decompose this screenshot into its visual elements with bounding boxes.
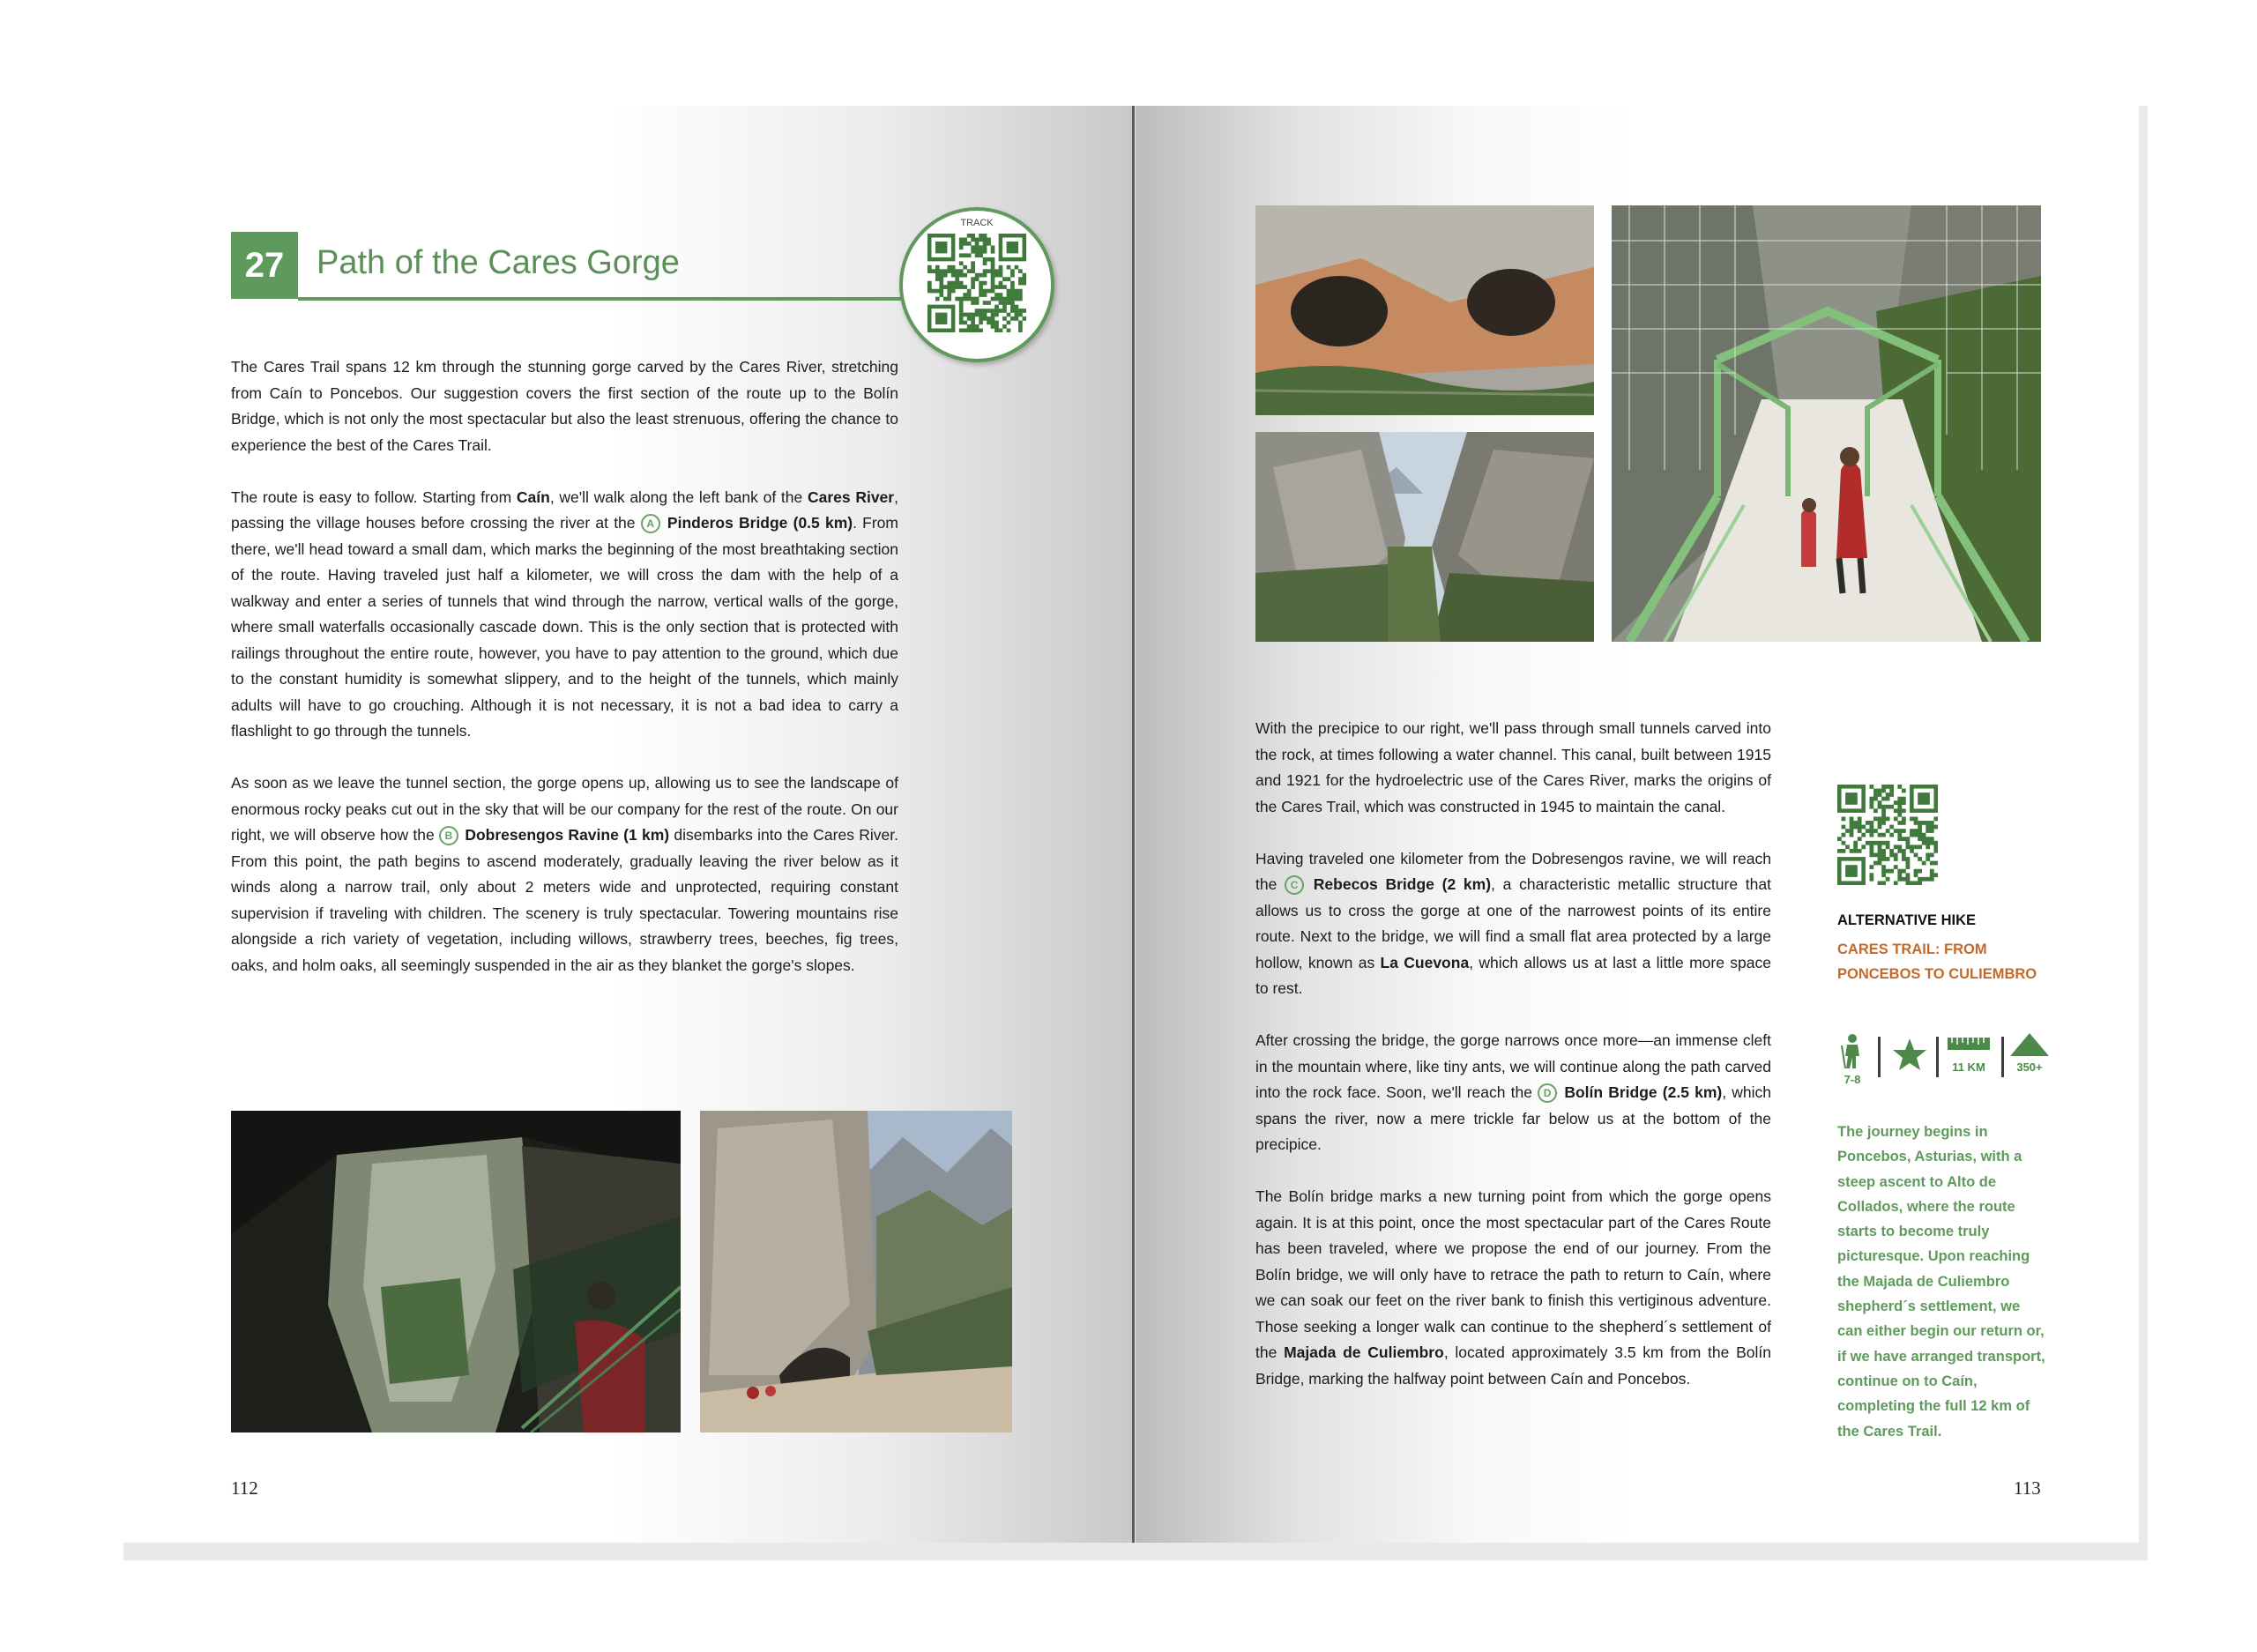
text-run: , we'll walk along the left bank of the (549, 487, 808, 506)
hike-stats (1837, 1033, 2067, 1086)
paragraph (1255, 716, 1771, 820)
stat-divider (2001, 1037, 2004, 1077)
mountain-elevation-icon (2010, 1033, 2049, 1056)
paragraph (231, 770, 898, 979)
text-run: After crossing the bridge, the gorge narrows once more—an immense cleft in the mountain where, like tiny ants, we will continue along the path carved into the rock face. Soon, we'll reach the (1255, 1031, 1771, 1101)
difficulty-stat (1892, 1033, 1927, 1083)
bold-text: Rebecos Bridge (2 km) (1313, 875, 1492, 893)
child-hiker-icon (1837, 1033, 1867, 1068)
gorge-valley-photo (1255, 432, 1594, 642)
star-difficulty-icon (1892, 1037, 1927, 1072)
tunnel-photo (231, 1111, 681, 1432)
elevation-value: 350+ (2016, 1060, 2043, 1074)
paragraph (1255, 846, 1771, 1002)
distance-ruler-icon (1947, 1037, 1991, 1051)
qr-track-label: TRACK (960, 218, 994, 228)
book-spine (1132, 106, 1135, 1543)
waypoint-badge: B (439, 826, 458, 845)
waypoint-badge: C (1285, 875, 1304, 895)
text-run: As soon as we leave the tunnel section, the gorge opens up, allowing us to see the landscape of enormous rocky peaks cut out in the sky that will be our company for the rest of the route. On our right, we will observe how the (231, 774, 898, 844)
bold-text: Caín (516, 487, 550, 506)
text-run: The Bolín bridge marks a new turning point from which the gorge opens again. It is at this point, once the most spectacular part of the Cares Route has been traveled, where we propose the end of our journey. From the Bolín bridge, we will only have to retrace the path to return to Caín, where we can soak our feet on the river bank to finish this vertiginous adventure. Those seeking a longer walk can continue to the shepherd´s settlement of the (1255, 1187, 1771, 1361)
chapter-title: Path of the Cares Gorge (317, 244, 680, 281)
paragraph (1255, 1028, 1771, 1158)
bold-text: Majada de Culiembro (1284, 1343, 1444, 1361)
paragraph (1255, 1184, 1771, 1392)
text-run: , passing the village houses before crossing the river at the (231, 487, 898, 532)
stat-divider (1878, 1037, 1881, 1077)
age-stat (1837, 1033, 1867, 1086)
alternative-hike-title: CARES TRAIL: FROM PONCEBOS TO CULIEMBRO (1837, 941, 2037, 982)
track-qr-badge[interactable] (899, 207, 1054, 362)
right-page (1136, 106, 2139, 1543)
age-value: 7-8 (1844, 1073, 1861, 1086)
cliff-caves-photo (1255, 205, 1594, 415)
page-number-left: 112 (231, 1477, 258, 1499)
qr-code-icon (927, 234, 1026, 332)
text-run: Having traveled one kilometer from the Dobresengos ravine, we will reach the (1255, 849, 1771, 893)
stat-divider (1936, 1037, 1939, 1077)
title-underline (298, 297, 915, 301)
left-body-text (231, 354, 898, 1005)
rebecos-bridge-photo (1612, 205, 2041, 642)
waypoint-badge: A (641, 514, 660, 533)
paragraph (231, 354, 898, 458)
qr-code-icon[interactable] (1837, 785, 1938, 885)
text-run: With the precipice to our right, we'll pass through small tunnels carved into the rock, at times following a water channel. This canal, built between 1915 and 1921 for the hydroelectric use of the Cares River, marks the origins of the Cares Trail, which was constructed in 1945 to maintain the canal. (1255, 719, 1771, 815)
waypoint-badge: D (1538, 1083, 1557, 1103)
page-number-right: 113 (2014, 1477, 2041, 1499)
text-run: , a characteristic metallic structure that allows us to cross the gorge at one of the narrowest points of its entire route. Next to the bridge, we will find a small flat area protected by a large hollow, known as (1255, 875, 1771, 971)
alternative-hike-description: The journey begins in Poncebos, Asturias, with a steep ascent to Alto de Collados, where the route starts to become truly picturesque. Upon reaching the Majada de Culiembro shepherd´s settlement, we can either begin our return or, if we have arranged transport, continue on to Caín, completing the full 12 km of the Cares Trail. (1837, 1124, 2045, 1440)
text-run: , which spans the river, now a mere trickle far below us at the bottom of the precipice. (1255, 1083, 1771, 1153)
bold-text: La Cuevona (1380, 953, 1470, 971)
alternative-hike-heading: ALTERNATIVE HIKE (1837, 912, 1977, 928)
left-page (123, 106, 1132, 1543)
right-body-text (1255, 716, 1771, 1418)
bold-text: Pinderos Bridge (0.5 km) (667, 514, 853, 532)
text-run: The Cares Trail spans 12 km through the stunning gorge carved by the Cares River, stretching from Caín to Poncebos. Our suggestion covers the first section of the route up to the Bolín Bridge, which is not only the most spectacular but also the least strenuous, offering the chance to experience the best of the Cares Trail. (231, 358, 898, 454)
text-run: disembarks into the Cares River. From this point, the path begins to ascend moderately, gradually leaving the river below as it winds along a narrow trail, only about 2 meters wide and unprotected, requiring constant supervision if traveling with children. The scenery is truly spectacular. Towering mountains rise alongside a rich variety of vegetation, including willows, strawberry trees, beeches, fig trees, oaks, and holm oaks, all seemingly suspended in the air as they blanket the gorge's slopes. (231, 826, 898, 974)
bold-text: Bolín Bridge (2.5 km) (1564, 1083, 1723, 1101)
distance-value: 11 KM (1952, 1060, 1985, 1074)
bold-text: Cares River (807, 487, 895, 506)
elevation-stat (2010, 1033, 2049, 1083)
bold-text: Dobresengos Ravine (1 km) (465, 826, 670, 844)
text-run: . From there, we'll head toward a small dam, which marks the beginning of the most breathtaking section of the route. Having traveled just half a kilometer, we will cross the dam with the help of a walkway and enter a series of tunnels that wind through the narrow, vertical walls of the gorge, where small waterfalls occasionally cascade down. This is the only section that is protected with railings throughout the entire route, however, you have to pay attention to the ground, which due to the constant humidity is somewhat slippery, and to the height of the tunnels, which mainly adults will have to go crouching. Although it is not necessary, it is not a bad idea to carry a flashlight to go through the tunnels. (231, 514, 898, 740)
chapter-number: 27 (231, 232, 298, 299)
chapter-header (231, 232, 901, 302)
text-run: , located approximately 3.5 km from the Bolín Bridge, marking the halfway point between Caín and Poncebos. (1255, 1343, 1771, 1388)
paragraph (231, 485, 898, 745)
text-run: , which allows us at last a little more space to rest. (1255, 953, 1771, 997)
trail-rock-photo (700, 1111, 1012, 1432)
distance-stat (1947, 1033, 1991, 1083)
text-run: The route is easy to follow. Starting from (231, 487, 517, 506)
